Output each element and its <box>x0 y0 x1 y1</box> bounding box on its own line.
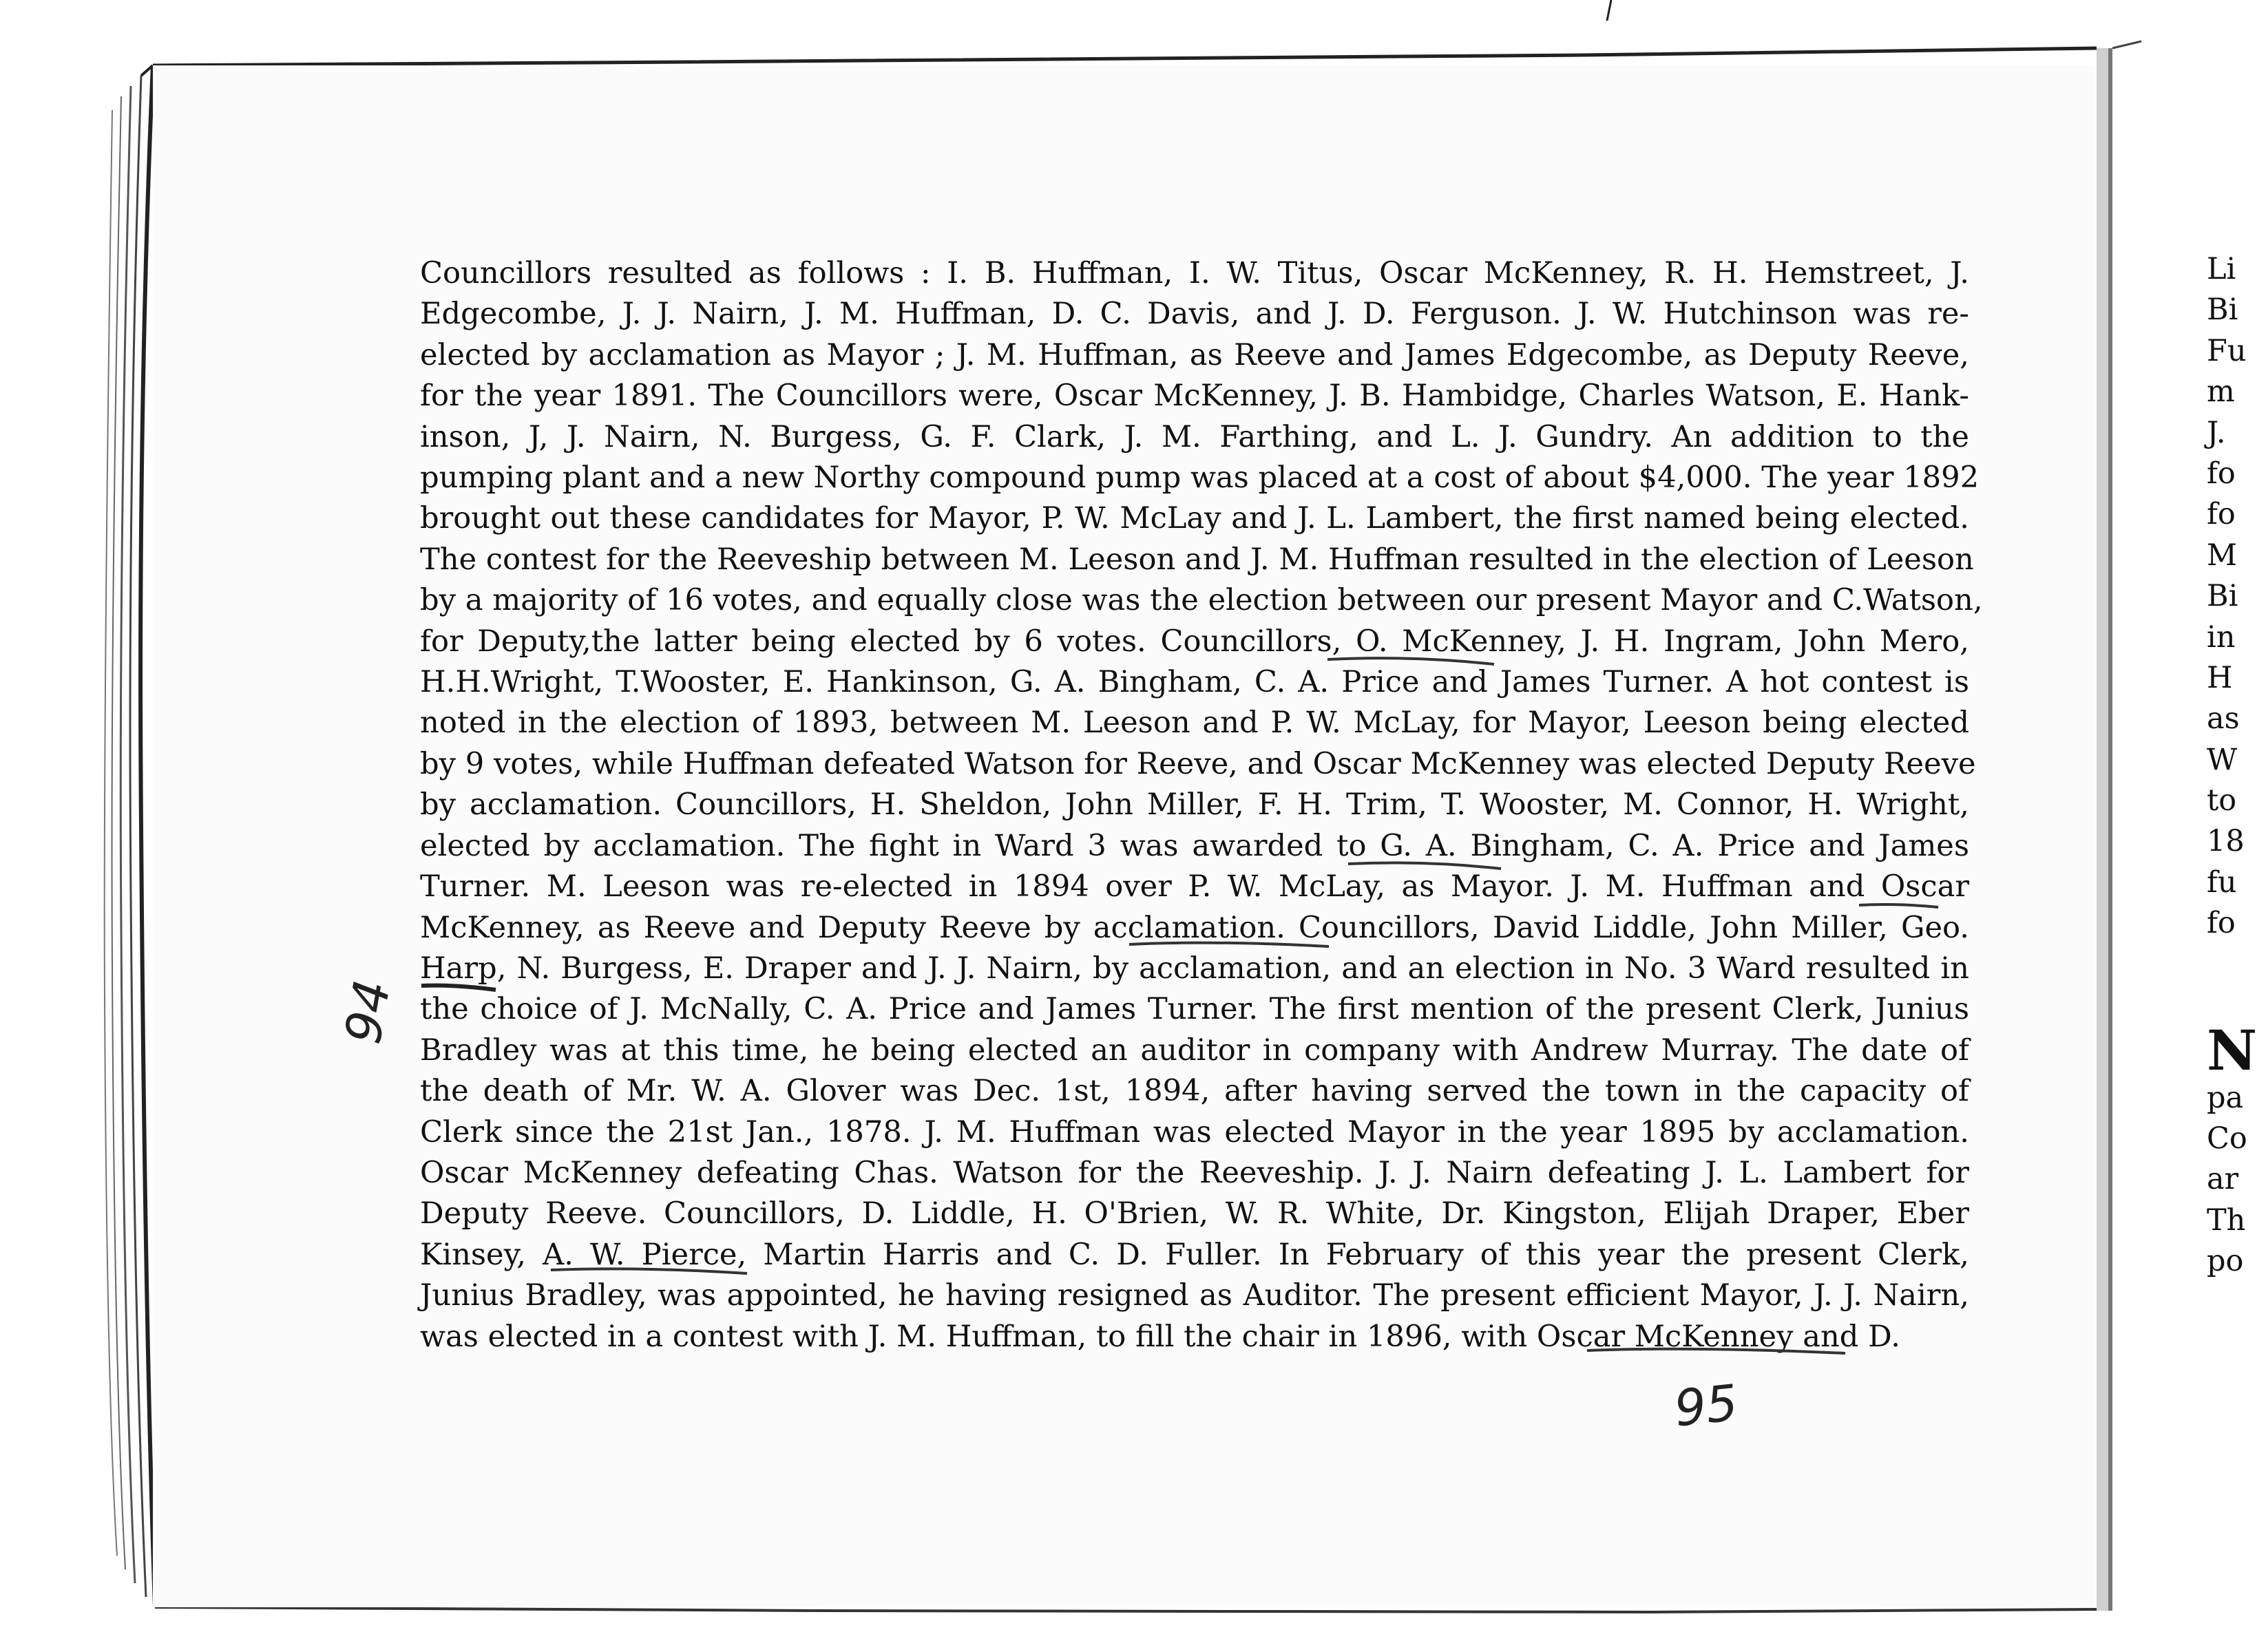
text-line: H.H.Wright, T.Wooster, E. Hankinson, G. A. Bingham, C. A. Price and James Turner. A hot contest is <box>420 665 1969 700</box>
next-page-fragment: Bi <box>2207 293 2238 328</box>
next-page-fragment: Th <box>2207 1203 2246 1238</box>
text-line: pumping plant and a new Northy compound pump was placed at a cost of about $4,000. The year 1892 <box>420 460 1980 496</box>
text-line: by acclamation. Councillors, H. Sheldon, John Miller, F. H. Trim, T. Wooster, M. Connor, H. Wright, <box>420 787 1969 823</box>
next-page-fragment: Fu <box>2207 333 2247 368</box>
next-page-fragment: pa <box>2207 1080 2244 1115</box>
next-page-fragment: as <box>2207 701 2240 737</box>
text-line: was elected in a contest with J. M. Huffman, to fill the chair in 1896, with Oscar McKenney and D. <box>420 1319 1900 1354</box>
next-page-edge-text <box>2207 249 2257 1282</box>
next-page-fragment: N <box>2207 1017 2257 1083</box>
next-page-fragment: H <box>2207 660 2233 695</box>
next-page-fragment: fo <box>2207 456 2236 491</box>
text-line: by a majority of 16 votes, and equally close was the election between our present Mayor and C.Watson, <box>420 583 1983 618</box>
text-line: the death of Mr. W. A. Glover was Dec. 1st, 1894, after having served the town in the capacity of <box>420 1074 1969 1109</box>
text-line: Kinsey, A. W. Pierce, Martin Harris and C. D. Fuller. In February of this year the present Clerk, <box>420 1237 1969 1272</box>
next-page-fragment: m <box>2207 374 2235 410</box>
text-line: brought out these candidates for Mayor, P. W. McLay and J. L. Lambert, the first named being elected. <box>420 501 1969 536</box>
next-page-fragment: Bi <box>2207 579 2238 614</box>
text-line: Oscar McKenney defeating Chas. Watson for the Reeveship. J. J. Nairn defeating J. L. Lambert for <box>420 1155 1969 1190</box>
text-line: elected by acclamation as Mayor ; J. M. Huffman, as Reeve and James Edgecombe, as Deputy Reeve, <box>420 337 1969 372</box>
next-page-fragment: M <box>2207 538 2238 573</box>
next-page-fragment: J. <box>2207 415 2226 450</box>
next-page-fragment: Li <box>2207 252 2236 286</box>
text-line: for the year 1891. The Councillors were, Oscar McKenney, J. B. Hambidge, Charles Watson, E. Hank- <box>420 379 1969 414</box>
next-page-fragment: fu <box>2207 865 2237 900</box>
next-page-fragment: in <box>2207 620 2236 655</box>
next-page-fragment: fo <box>2207 497 2236 532</box>
text-line: Clerk since the 21st Jan., 1878. J. M. Huffman was elected Mayor in the year 1895 by acclamation. <box>420 1114 1969 1150</box>
next-page-fragment: fo <box>2207 906 2236 941</box>
text-line: McKenney, as Reeve and Deputy Reeve by acclamation. Councillors, David Liddle, John Miller, Geo. <box>420 910 1969 945</box>
text-line: noted in the election of 1893, between M. Leeson and P. W. McLay, for Mayor, Leeson being elected <box>420 706 1969 741</box>
text-line: Councillors resulted as follows : I. B. Huffman, I. W. Titus, Oscar McKenney, R. H. Hemstreet, J. <box>420 256 1969 290</box>
text-line: Turner. M. Leeson was re-elected in 1894 over P. W. McLay, as Mayor. J. M. Huffman and Oscar <box>420 869 1969 904</box>
text-line: the choice of J. McNally, C. A. Price and James Turner. The first mention of the present Clerk, Junius <box>420 992 1969 1027</box>
text-line: Harp, N. Burgess, E. Draper and J. J. Nairn, by acclamation, and an election in No. 3 Ward resulted in <box>420 951 1969 986</box>
spacer <box>2207 944 2248 1023</box>
text-line: Junius Bradley, was appointed, he having resigned as Auditor. The present efficient Mayor, J. J. Nairn, <box>420 1278 1969 1313</box>
next-page-fragment: Co <box>2207 1121 2247 1156</box>
text-line: by 9 votes, while Huffman defeated Watson for Reeve, and Oscar McKenney was elected Deputy Reeve <box>420 746 1976 781</box>
handwritten-note-94: 94 <box>333 975 402 1048</box>
text-line: inson, J, J. Nairn, N. Burgess, G. F. Clark, J. M. Farthing, and L. J. Gundry. An addition to the <box>420 419 1969 454</box>
next-page-fragment: to <box>2207 783 2237 818</box>
next-page-fragment: 18 <box>2207 824 2245 859</box>
text-line: Bradley was at this time, he being elected an auditor in company with Andrew Murray. The date of <box>420 1032 1969 1068</box>
handwritten-note-95: 95 <box>1671 1373 1741 1438</box>
next-page-fragment: W <box>2207 742 2238 777</box>
next-page-fragment: po <box>2207 1244 2244 1279</box>
text-line: Deputy Reeve. Councillors, D. Liddle, H. O'Brien, W. R. White, Dr. Kingston, Elijah Draper, Eber <box>420 1196 1969 1231</box>
text-line: Edgecombe, J. J. Nairn, J. M. Huffman, D. C. Davis, and J. D. Ferguson. J. W. Hutchinson was re- <box>420 297 1969 332</box>
text-line: for Deputy,the latter being elected by 6 votes. Councillors, O. McKenney, J. H. Ingram, John Mero, <box>420 624 1969 659</box>
text-line: elected by acclamation. The fight in Ward 3 was awarded to G. A. Bingham, C. A. Price and James <box>420 828 1969 863</box>
text-line: The contest for the Reeveship between M. Leeson and J. M. Huffman resulted in the election of Leeson <box>420 542 1974 577</box>
next-page-fragment: ar <box>2207 1162 2239 1197</box>
